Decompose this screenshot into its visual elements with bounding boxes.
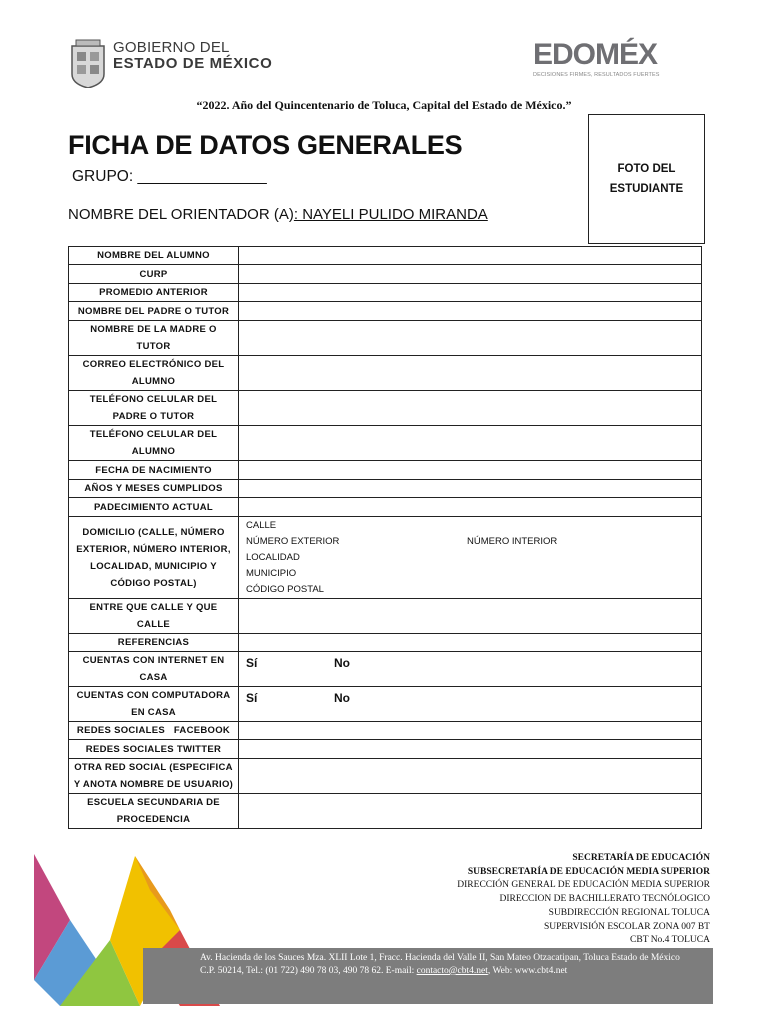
value-cell[interactable] (239, 480, 702, 498)
table-row (69, 247, 702, 265)
table-row (69, 517, 702, 599)
gobierno-line-2: ESTADO DE MÉXICO (113, 54, 273, 72)
row-label: REDES SOCIALES FACEBOOK (69, 722, 239, 740)
address-phone: C.P. 50214, Tel.: (01 722) 490 78 03, 490 78 62. E-mail: (200, 966, 417, 976)
value-cell[interactable] (239, 391, 702, 426)
value-cell[interactable] (239, 284, 702, 302)
domicilio-num-ext: NÚMERO EXTERIOR (246, 535, 340, 547)
row-label: AÑOS Y MESES CUMPLIDOS (69, 480, 239, 498)
internet-no-option[interactable]: No (334, 656, 350, 670)
row-label: OTRA RED SOCIAL (ESPECIFICA Y ANOTA NOMBRE DE USUARIO) (69, 759, 239, 794)
internet-yes-option[interactable]: Sí (246, 656, 258, 670)
computadora-options (239, 687, 702, 722)
value-cell[interactable] (239, 356, 702, 391)
value-cell[interactable] (239, 247, 702, 265)
table-row (69, 284, 702, 302)
domicilio-municipio: MUNICIPIO (246, 567, 297, 579)
gobierno-logo (66, 36, 110, 93)
value-cell[interactable] (239, 740, 702, 759)
value-cell[interactable] (239, 634, 702, 652)
institution-line: SECRETARÍA DE EDUCACIÓN (572, 853, 710, 863)
row-label: TELÉFONO CELULAR DEL ALUMNO (69, 426, 239, 461)
row-label: FECHA DE NACIMIENTO (69, 461, 239, 480)
photo-label-2: ESTUDIANTE (609, 183, 684, 195)
computadora-no-option[interactable]: No (334, 691, 350, 705)
footer-address (200, 952, 712, 978)
institution-line: SUBDIRECCIÓN REGIONAL TOLUCA (548, 907, 710, 918)
institution-line: CBT No.4 TOLUCA (630, 935, 710, 946)
table-row (69, 321, 702, 356)
value-cell[interactable] (239, 759, 702, 794)
value-cell[interactable] (239, 794, 702, 829)
table-row (69, 652, 702, 687)
institution-line: DIRECCIÓN GENERAL DE EDUCACIÓN MEDIA SUPERIOR (457, 880, 710, 891)
orientador-line (68, 206, 488, 223)
row-label: REDES SOCIALES TWITTER (69, 740, 239, 759)
internet-options (239, 652, 702, 687)
email-link[interactable]: contacto@cbt4.net (416, 966, 488, 976)
gobierno-wordmark (113, 40, 272, 72)
domicilio-calle: CALLE (246, 519, 277, 531)
row-label: ENTRE QUE CALLE Y QUE CALLE (69, 599, 239, 634)
table-row (69, 302, 702, 321)
value-cell[interactable] (239, 302, 702, 321)
value-cell[interactable] (239, 265, 702, 284)
table-row (69, 391, 702, 426)
value-cell[interactable] (239, 461, 702, 480)
row-label: DOMICILIO (CALLE, NÚMERO EXTERIOR, NÚMERO INTERIOR, LOCALIDAD, MUNICIPIO Y CÓDIGO POSTAL) (69, 517, 239, 599)
computadora-yes-option[interactable]: Sí (246, 691, 258, 705)
domicilio-numeros (243, 534, 697, 550)
row-label: TELÉFONO CELULAR DEL PADRE O TUTOR (69, 391, 239, 426)
table-row (69, 480, 702, 498)
edomex-wordmark: EDOMÉX (533, 38, 658, 71)
address-line-1: Av. Hacienda de los Sauces Mza. XLII Lote 1, Fracc. Hacienda del Valle II, San Mateo Otzacatipan, Toluca Estado de México (200, 953, 680, 963)
address-web: , Web: www.cbt4.net (487, 966, 568, 976)
value-cell[interactable] (239, 426, 702, 461)
table-row (69, 740, 702, 759)
row-label: NOMBRE DEL ALUMNO (69, 247, 239, 265)
orientador-label: NOMBRE DEL ORIENTADOR (A) (68, 206, 294, 223)
table-row (69, 687, 702, 722)
table-row (69, 426, 702, 461)
row-label: PADECIMIENTO ACTUAL (69, 498, 239, 517)
domicilio-num-int: NÚMERO INTERIOR (467, 535, 558, 547)
page-title: FICHA DE DATOS GENERALES (68, 130, 463, 160)
student-photo-box[interactable] (588, 114, 705, 244)
orientador-name: : NAYELI PULIDO MIRANDA (293, 206, 488, 223)
row-label: CUENTAS CON INTERNET EN CASA (69, 652, 239, 687)
edomex-tagline: DECISIONES FIRMES, RESULTADOS FUERTES (533, 72, 660, 78)
table-row (69, 759, 702, 794)
institution-line: DIRECCION DE BACHILLERATO TECNÓLOGICO (499, 894, 710, 905)
row-label: NOMBRE DEL PADRE O TUTOR (69, 302, 239, 321)
row-label: CORREO ELECTRÓNICO DEL ALUMNO (69, 356, 239, 391)
domicilio-cell[interactable] (239, 517, 702, 599)
table-row (69, 599, 702, 634)
row-label: ESCUELA SECUNDARIA DE PROCEDENCIA (69, 794, 239, 829)
gobierno-line-1: GOBIERNO DEL (113, 39, 230, 56)
year-motto: “2022. Año del Quincentenario de Toluca, Capital del Estado de México.” (196, 98, 572, 112)
table-row (69, 461, 702, 480)
table-row (69, 794, 702, 829)
student-data-table (68, 246, 702, 829)
table-row (69, 498, 702, 517)
domicilio-localidad: LOCALIDAD (246, 551, 300, 563)
value-cell[interactable] (239, 498, 702, 517)
edomex-logo (533, 40, 660, 78)
grupo-field[interactable]: GRUPO: _______________ (72, 168, 267, 185)
row-label: PROMEDIO ANTERIOR (69, 284, 239, 302)
photo-label-1: FOTO DEL (617, 163, 676, 175)
institution-list (457, 852, 710, 948)
row-label: CURP (69, 265, 239, 284)
table-row (69, 722, 702, 740)
table-row (69, 356, 702, 391)
address-line-2 (200, 965, 712, 978)
institution-line: SUBSECRETARÍA DE EDUCACIÓN MEDIA SUPERIOR (467, 866, 710, 877)
row-label: REFERENCIAS (69, 634, 239, 652)
domicilio-cp: CÓDIGO POSTAL (246, 583, 324, 595)
coat-of-arms-icon (66, 36, 110, 88)
row-label: CUENTAS CON COMPUTADORA EN CASA (69, 687, 239, 722)
value-cell[interactable] (239, 599, 702, 634)
institution-line: SUPERVISIÓN ESCOLAR ZONA 007 BT (543, 921, 710, 932)
value-cell[interactable] (239, 321, 702, 356)
table-row (69, 265, 702, 284)
value-cell[interactable] (239, 722, 702, 740)
table-row (69, 634, 702, 652)
row-label: NOMBRE DE LA MADRE O TUTOR (69, 321, 239, 356)
